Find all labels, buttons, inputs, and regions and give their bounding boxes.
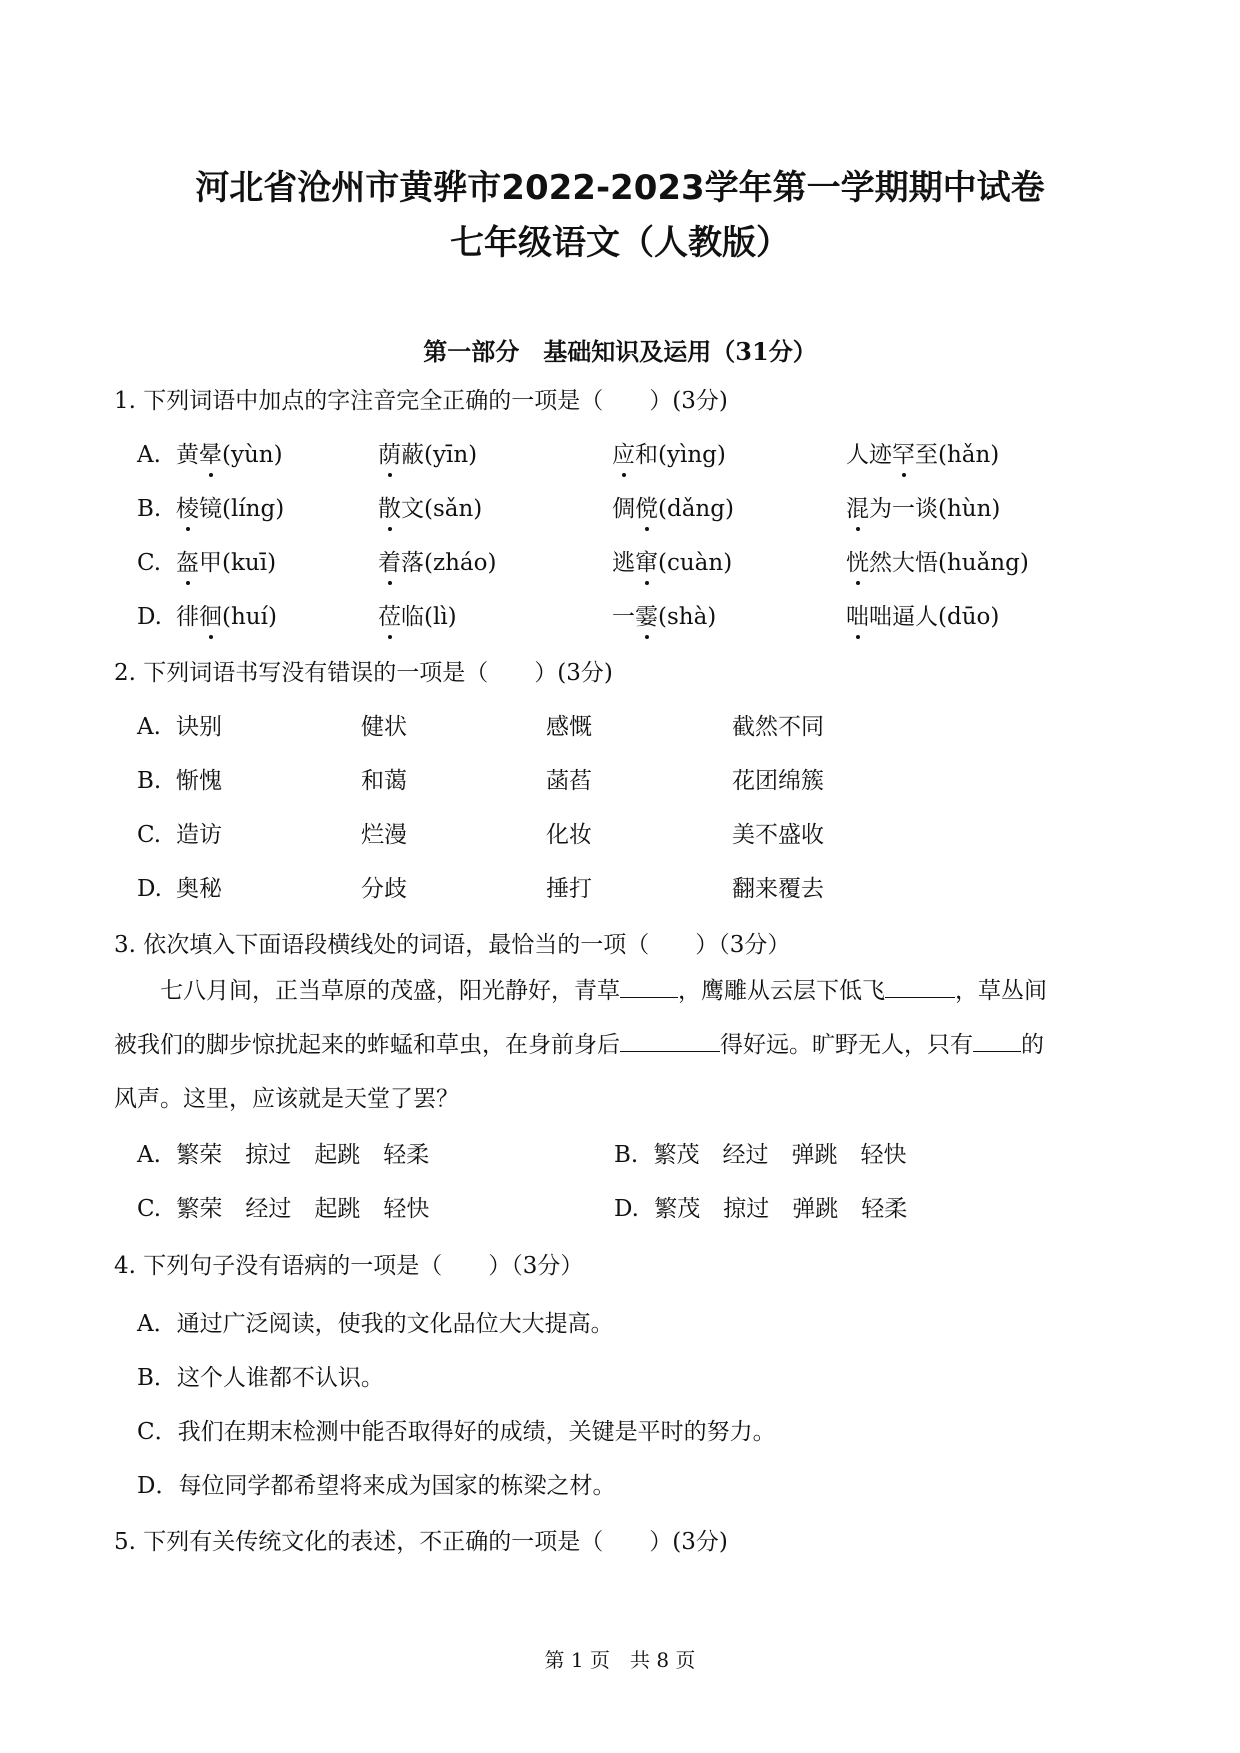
- q1-option-a-label: A.: [137, 442, 161, 468]
- q2-option-c-w1: 造访: [176, 822, 222, 848]
- q3-option-c: C. 繁荣 经过 起跳 轻快: [137, 1196, 430, 1222]
- blank-4: [973, 1029, 1021, 1052]
- q1-option-a-w4: 人迹罕至(hǎn): [846, 442, 1000, 468]
- q3-option-d: D. 繁茂 掠过 弹跳 轻柔: [614, 1196, 908, 1222]
- q2-option-d-w1: 奥秘: [176, 876, 222, 902]
- q2-option-b-w2: 和蔼: [361, 768, 407, 794]
- q1-option-c-w1: 盔甲(kuī): [176, 550, 277, 576]
- q4-option-a: A．通过广泛阅读，使我的文化品位大大提高。: [137, 1311, 614, 1337]
- q2-option-a-w4: 截然不同: [732, 714, 824, 740]
- passage-text: 得好远。旷野无人，只有: [720, 1032, 973, 1058]
- blank-1: [620, 975, 678, 998]
- q3-option-b: B. 繁茂 经过 弹跳 轻快: [614, 1142, 907, 1168]
- q2-option-a-w2: 健状: [361, 714, 407, 740]
- blank-2: [885, 975, 955, 998]
- q1-option-d-w4: 咄咄逼人(dūo): [846, 604, 1000, 630]
- q2-option-d-w3: 捶打: [546, 876, 592, 902]
- q1-option-d-label: D.: [137, 604, 162, 630]
- q1-option-a-w1: 黄晕(yùn): [176, 442, 283, 468]
- q1-option-d-w2: 莅临(lì): [378, 604, 457, 630]
- q2-option-d-w4: 翻来覆去: [732, 876, 824, 902]
- section-heading: 第一部分 基础知识及运用（31分）: [423, 337, 817, 366]
- q1-option-c-w2: 着落(zháo): [378, 550, 497, 576]
- q2-option-b-w4: 花团绵簇: [732, 768, 824, 794]
- passage-text: ，草丛间: [955, 978, 1047, 1004]
- question-2-stem: 2. 下列词语书写没有错误的一项是（ ）(3分): [114, 660, 613, 686]
- q1-option-b-w4: 混为一谈(hùn): [846, 496, 1001, 522]
- q1-option-c-w3: 逃窜(cuàn): [612, 550, 733, 576]
- q2-option-b-w1: 惭愧: [176, 768, 222, 794]
- q2-option-c-w3: 化妆: [546, 822, 592, 848]
- q2-option-d-w2: 分歧: [361, 876, 407, 902]
- q1-option-b-label: B.: [137, 496, 162, 522]
- passage-text: 风声。这里，应该就是天堂了罢？: [114, 1086, 459, 1112]
- q2-option-a-label: A.: [137, 714, 161, 740]
- q4-option-d: D．每位同学都希望将来成为国家的栋梁之材。: [137, 1473, 616, 1499]
- q2-option-c-w4: 美不盛收: [732, 822, 824, 848]
- blank-3: [620, 1029, 720, 1052]
- q2-option-b-label: B.: [137, 768, 162, 794]
- question-3-passage: [114, 964, 1130, 1126]
- q1-option-d-w1: 徘徊(huí): [176, 604, 277, 630]
- exam-subtitle: 七年级语文（人教版）: [450, 223, 790, 263]
- q4-option-b: B．这个人谁都不认识。: [137, 1365, 384, 1391]
- exam-title: 河北省沧州市黄骅市2022-2023学年第一学期期中试卷: [195, 168, 1045, 208]
- q1-option-b-w3: 倜傥(dǎng): [612, 496, 734, 522]
- q1-option-c-w4: 恍然大悟(huǎng): [846, 550, 1029, 576]
- passage-text: ，鹰雕从云层下低飞: [678, 978, 885, 1004]
- q1-option-d-w3: 一霎(shà): [612, 604, 717, 630]
- q1-option-a-w2: 荫蔽(yīn): [378, 442, 478, 468]
- passage-text: 七八月间，正当草原的茂盛，阳光静好，青草: [160, 978, 620, 1004]
- q2-option-b-w3: 菡萏: [546, 768, 592, 794]
- question-3-stem: 3. 依次填入下面语段横线处的词语，最恰当的一项（ ）（3分）: [114, 932, 791, 958]
- passage-text: 的: [1021, 1032, 1044, 1058]
- q2-option-c-w2: 烂漫: [361, 822, 407, 848]
- q2-option-a-w3: 感慨: [546, 714, 592, 740]
- q3-option-a: A. 繁荣 掠过 起跳 轻柔: [137, 1142, 430, 1168]
- page-footer: 第 1 页 共 8 页: [544, 1648, 696, 1672]
- q1-option-b-w1: 棱镜(líng): [176, 496, 285, 522]
- q1-option-c-label: C.: [137, 550, 162, 576]
- q2-option-d-label: D.: [137, 876, 162, 902]
- question-5-stem: 5. 下列有关传统文化的表述，不正确的一项是（ ）(3分): [114, 1529, 728, 1555]
- q2-option-c-label: C.: [137, 822, 162, 848]
- q4-option-c: C．我们在期末检测中能否取得好的成绩，关键是平时的努力。: [137, 1419, 776, 1445]
- q1-option-b-w2: 散文(sǎn): [378, 496, 483, 522]
- q1-option-a-w3: 应和(yìng): [612, 442, 726, 468]
- question-1-stem: 1. 下列词语中加点的字注音完全正确的一项是（ ）(3分): [114, 388, 728, 414]
- q2-option-a-w1: 诀别: [176, 714, 222, 740]
- question-4-stem: 4. 下列句子没有语病的一项是（ ）（3分）: [114, 1253, 584, 1279]
- passage-text: 被我们的脚步惊扰起来的蚱蜢和草虫，在身前身后: [114, 1032, 620, 1058]
